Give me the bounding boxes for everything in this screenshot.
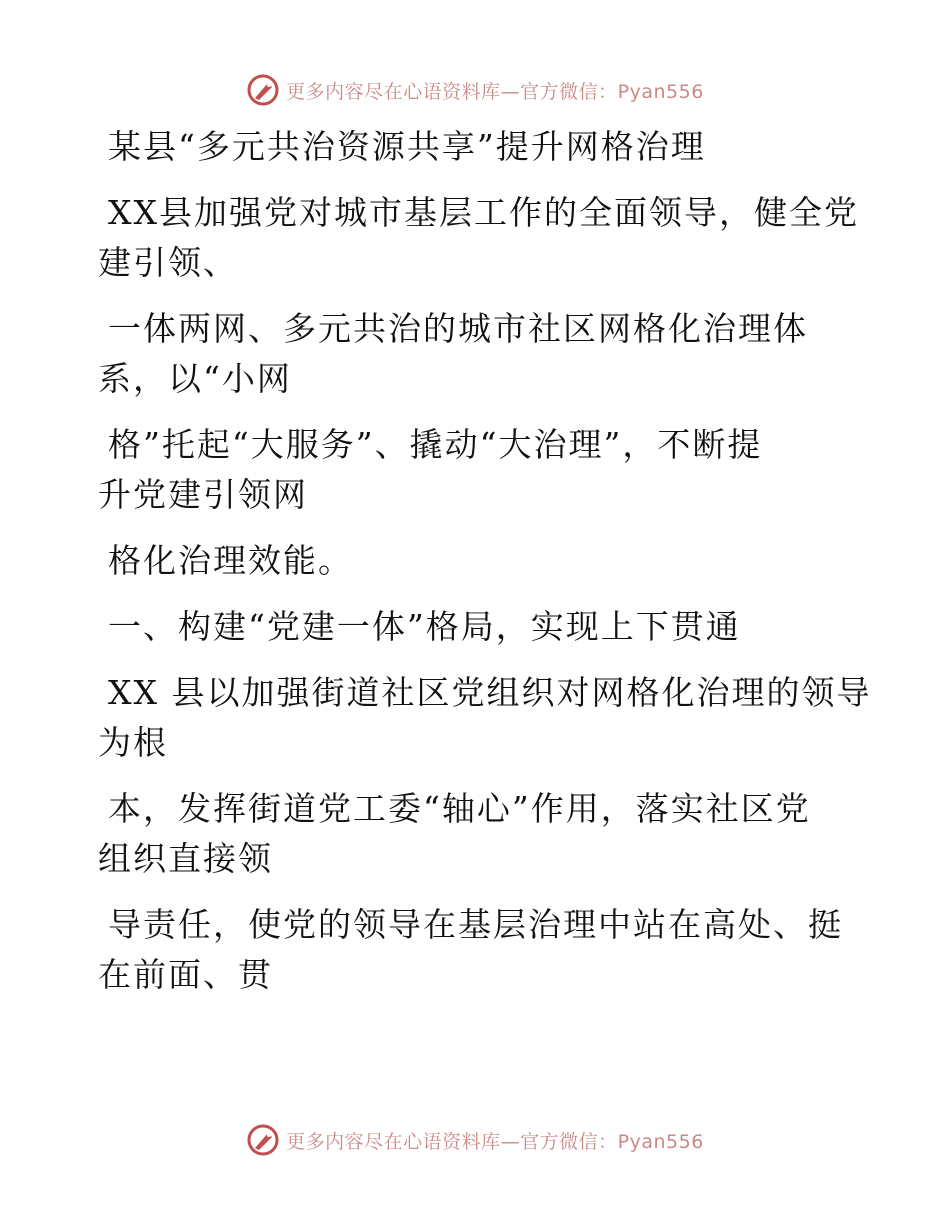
- document-title: 某县“多元共治资源共享”提升网格治理: [108, 127, 706, 166]
- text-line: XX 县以加强街道社区党组织对网格化治理的领导: [108, 673, 872, 712]
- text-line: 为根: [98, 723, 168, 762]
- text-line: 建引领、: [98, 243, 238, 282]
- pen-nib-circle-icon: [246, 1123, 280, 1157]
- text-line: 导责任，使党的领导在基层治理中站在高处、挺: [108, 905, 843, 944]
- banner-text: 更多内容尽在心语资料库—官方微信：Pyan556: [286, 1130, 704, 1153]
- pen-nib-circle-icon: [246, 73, 280, 107]
- text-line: 在前面、贯: [98, 955, 273, 994]
- text-line: 本，发挥街道党工委“轴心”作用，落实社区党: [108, 789, 811, 828]
- footer-banner: [0, 1120, 950, 1160]
- section-heading: 一、构建“党建一体”格局，实现上下贯通: [108, 607, 741, 646]
- text-line: XX县加强党对城市基层工作的全面领导，健全党: [108, 193, 859, 232]
- text-line: 一体两网、多元共治的城市社区网格化治理体: [108, 309, 808, 348]
- text-line: 格”托起“大服务”、撬动“大治理”，不断提: [108, 425, 763, 464]
- document-body: [98, 122, 872, 1000]
- text-line: 系，以“小网: [98, 359, 292, 398]
- text-line: 组织直接领: [98, 839, 273, 878]
- header-banner: [0, 70, 950, 110]
- banner-text: 更多内容尽在心语资料库—官方微信：Pyan556: [286, 80, 704, 103]
- text-line: 格化治理效能。: [108, 541, 353, 580]
- text-line: 升党建引领网: [98, 475, 308, 514]
